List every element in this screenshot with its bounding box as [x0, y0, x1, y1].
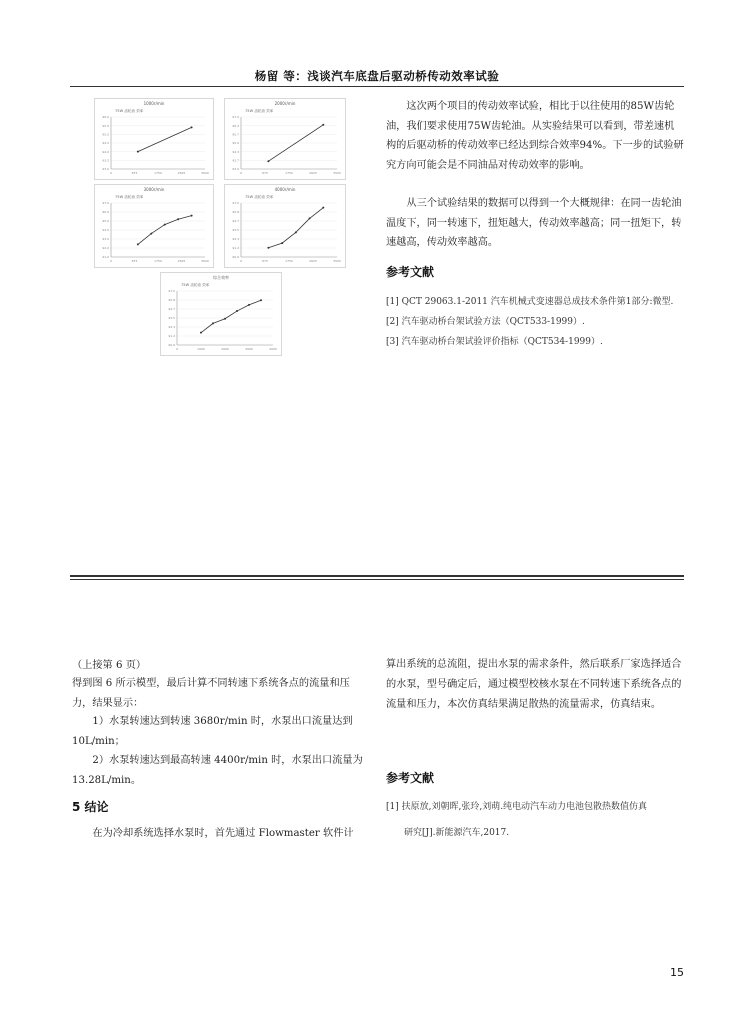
y-tick-label: 95.0 [232, 141, 239, 146]
chart-2 [224, 98, 346, 180]
data-point [200, 332, 202, 334]
y-tick-label: 95.8 [168, 298, 175, 303]
series-line [268, 208, 323, 248]
lower-left-para-1: 得到图 6 所示模型，最后计算不同转速下系统各点的流量和压力，结果显示： [72, 678, 350, 709]
y-tick-label: 94.5 [102, 141, 109, 146]
continuation-note: （上接第 6 页） [72, 660, 147, 671]
y-tick-label: 97.0 [102, 201, 109, 206]
y-tick-label: 96.3 [232, 123, 239, 128]
data-point [224, 318, 226, 320]
upper-para-2: 从三个试验结果的数据可以得到一个大概规律：在同一齿轮油温度下，同一转速下，扭矩越大，传动效率越高；同一扭矩下，转速越高，传动效率越高。 [386, 198, 682, 248]
data-point [281, 242, 283, 244]
upper-references-heading: 参考文献 [386, 265, 435, 279]
series-line [138, 127, 192, 151]
data-point [150, 233, 152, 235]
chart-legend: 75W 齿轮油 效率 [115, 109, 144, 113]
x-tick-label: 3500 [333, 171, 341, 175]
y-tick-label: 94.0 [102, 149, 109, 154]
lower-references-heading: 参考文献 [386, 771, 435, 785]
series-line [201, 300, 261, 332]
lower-reference-line-2: 研究[J].新能源汽车,2017. [404, 828, 510, 838]
section-separator [70, 575, 684, 577]
lower-reference-line-1: [1] 扶原放,刘朝晖,张玲,刘萌.纯电动汽车动力电池包散热数值仿真 [386, 802, 648, 812]
x-tick-label: 1750 [285, 171, 293, 175]
data-point [137, 151, 139, 153]
y-tick-label: 93.5 [102, 158, 109, 163]
y-tick-label: 93.0 [102, 237, 109, 242]
y-tick-label: 96.0 [102, 210, 109, 215]
data-point [191, 215, 193, 217]
data-point [322, 124, 324, 126]
conclusion-heading: 5 结论 [72, 800, 109, 814]
y-tick-label: 93.7 [232, 158, 239, 163]
y-tick-label: 93.5 [232, 228, 239, 233]
lower-right-para-1: 算出系统的总流阻，提出水泵的需求条件，然后联系厂家选择适合的水泵，型号确定后，通过模型校核水泵在不同转速下系统各点的流量和压力，本次仿真结果满足散热的流量需求，仿真结束。 [386, 659, 682, 710]
x-tick-label: 3000 [245, 347, 253, 351]
x-tick-label: 1750 [154, 171, 162, 175]
chart-3 [94, 184, 214, 268]
x-tick-label: 3500 [201, 171, 209, 175]
x-tick-label: 4000 [269, 347, 277, 351]
x-tick-label: 875 [262, 171, 268, 175]
y-tick-label: 95.0 [102, 132, 109, 137]
data-point [309, 217, 311, 219]
data-point [212, 322, 214, 324]
x-tick-label: 3500 [333, 259, 341, 263]
y-tick-label: 93.0 [232, 167, 239, 172]
x-tick-label: 1750 [154, 259, 162, 263]
x-tick-label: 875 [131, 171, 138, 175]
y-tick-label: 92.3 [232, 237, 239, 242]
y-tick-label: 97.0 [232, 201, 239, 206]
y-tick-label: 95.5 [102, 123, 109, 128]
y-tick-label: 93.0 [102, 167, 109, 172]
x-tick-label: 1750 [285, 259, 293, 263]
x-tick-label: 2000 [221, 347, 229, 351]
x-tick-label: 0 [110, 259, 112, 263]
data-point [177, 218, 179, 220]
chart-title: 综合效率 [213, 275, 229, 280]
header-rule [70, 86, 684, 87]
chart-legend: 75W 齿轮油 效率 [245, 195, 274, 199]
data-point [236, 310, 238, 312]
x-tick-label: 3500 [201, 259, 209, 263]
y-tick-label: 94.7 [232, 219, 239, 224]
list-item-2: 2）水泵转速达到最高转速 4400r/min 时，水泵出口流量为 13.28L/min。 [72, 755, 363, 786]
data-point [267, 160, 269, 162]
running-header-title: 杨留 等：浅谈汽车底盘后驱动桥传动效率试验 [254, 69, 500, 83]
x-tick-label: 2625 [309, 171, 317, 175]
y-tick-label: 91.0 [102, 255, 109, 260]
list-item-1: 1）水泵转速达到转速 3680r/min 时，水泵出口流量达到 10L/min； [72, 716, 353, 747]
y-tick-label: 95.7 [232, 132, 239, 137]
y-tick-label: 90.0 [168, 343, 175, 348]
x-tick-label: 875 [131, 259, 138, 263]
y-tick-label: 94.3 [232, 149, 239, 154]
x-tick-label: 2625 [177, 171, 186, 175]
data-point [322, 207, 324, 209]
x-tick-label: 0 [110, 171, 112, 175]
y-tick-label: 92.0 [102, 246, 109, 251]
chart-title: 3000r/min [143, 187, 165, 192]
y-tick-label: 91.2 [168, 334, 175, 339]
data-point [191, 126, 193, 128]
data-point [260, 299, 262, 301]
section-separator-thin [70, 579, 684, 580]
y-tick-label: 90.0 [232, 255, 239, 260]
page-number: 15 [670, 966, 684, 979]
chart-title: 1000r/min [143, 101, 165, 106]
x-tick-label: 0 [240, 171, 242, 175]
chart-title: 2000r/min [274, 101, 296, 106]
chart-5 [160, 272, 282, 356]
y-tick-label: 91.2 [232, 246, 239, 251]
y-tick-label: 94.0 [102, 228, 109, 233]
reference-item: [2] 汽车驱动桥台架试验方法（QCT533-1999）. [386, 317, 585, 327]
data-point [248, 304, 250, 306]
x-tick-label: 0 [176, 347, 178, 351]
chart-legend: 75W 齿轮油 效率 [115, 195, 144, 199]
chart-title: 4000r/min [274, 187, 296, 192]
x-tick-label: 2625 [177, 259, 186, 263]
chart-4 [224, 184, 346, 268]
y-tick-label: 95.0 [102, 219, 109, 224]
data-point [164, 224, 166, 226]
data-point [295, 231, 297, 233]
y-tick-label: 93.5 [168, 316, 175, 321]
reference-item: [3] 汽车驱动桥台架试验评价指标（QCT534-1999）. [386, 337, 603, 347]
data-point [137, 243, 139, 245]
y-tick-label: 92.3 [168, 325, 175, 330]
reference-item: [1] QCT 29063.1-2011 汽车机械式变速器总成技术条件第1部分:微型. [386, 297, 674, 307]
x-tick-label: 2625 [309, 259, 317, 263]
y-tick-label: 94.7 [168, 307, 175, 312]
data-point [267, 247, 269, 249]
chart-1 [94, 98, 214, 180]
y-tick-label: 97.0 [232, 115, 239, 120]
upper-reference-list [386, 292, 684, 352]
y-tick-label: 95.8 [232, 210, 239, 215]
x-tick-label: 1000 [197, 347, 205, 351]
x-tick-label: 875 [262, 259, 268, 263]
chart-legend: 75W 齿轮油 效率 [245, 109, 274, 113]
lower-left-para-2: 在为冷却系统选择水泵时，首先通过 Flowmaster 软件计 [92, 828, 354, 839]
upper-para-1: 这次两个项目的传动效率试验，相比于以往使用的85W齿轮油，我们要求使用75W齿轮油。从实验结果可以看到，带差速机构的后驱动桥的传动效率已经达到综合效率94%。下一步的试验研究方向可能会是不同油品对传动效率的影响。 [386, 101, 684, 171]
x-tick-label: 0 [240, 259, 242, 263]
chart-legend: 75W 齿轮油 效率 [181, 283, 210, 287]
y-tick-label: 96.0 [102, 115, 109, 120]
y-tick-label: 97.0 [168, 289, 175, 294]
